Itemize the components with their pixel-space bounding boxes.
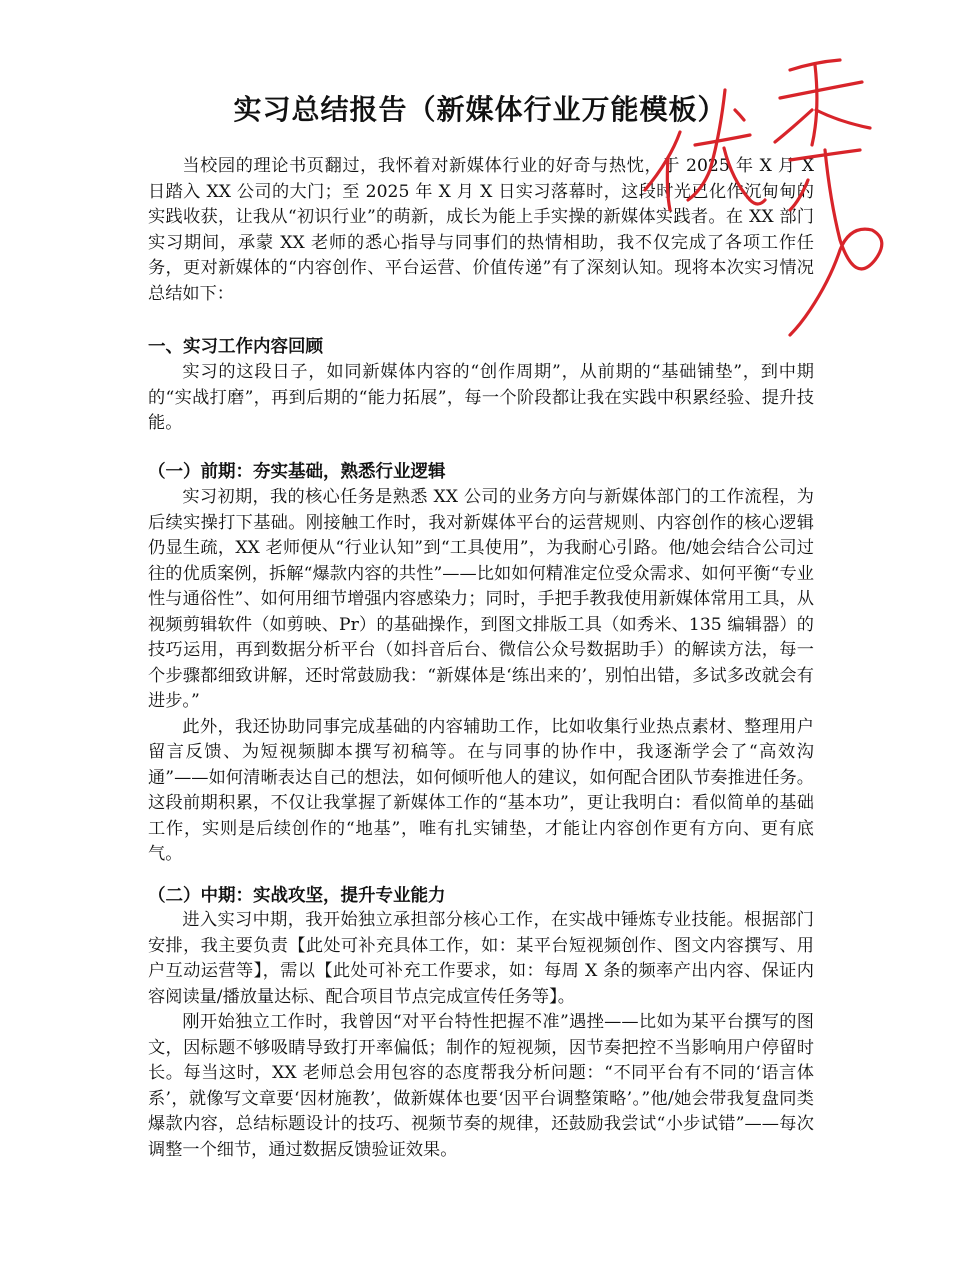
subsection-1-heading: （一）前期：夯实基础，熟悉行业逻辑 — [148, 462, 446, 482]
intro-paragraph: 当校园的理论书页翻过，我怀着对新媒体行业的好奇与热忱，于 2025 年 X 月 X 日踏入 XX 公司的大门；至 2025 年 X 月 X 日实习落幕时，这段时光已化作沉甸甸的实践收获，让我从“初识行业”的萌新，成长为能上手实操的新媒体实践者。在 XX 部门实习期间，承蒙 XX 老师的悉心指导与同事们的热情相助，我不仅完成了各项工作任务，更对新媒体的“内容创作、平台运营、价值传递”有了深刻认知。现将本次实习情况总结如下： — [148, 156, 814, 304]
subsection-1-body — [148, 485, 814, 868]
document-title: 实习总结报告（新媒体行业万能模板） — [233, 93, 727, 126]
section-1-heading: 一、实习工作内容回顾 — [148, 337, 323, 357]
subsection-2-paragraph-2: 刚开始独立工作时，我曾因“对平台特性把握不准”遇挫——比如为某平台撰写的图文，因标题不够吸睛导致打开率偏低；制作的短视频，因节奏把控不当影响用户停留时长。每当这时，XX 老师总会用包容的态度帮我分析问题：“不同平台有不同的‘语言体系’，就像写文章要‘因材施教’，做新媒体也要‘因平台调整策略’。”他/她会带我复盘同类爆款内容，总结标题设计的技巧、视频节奏的规律，还鼓励我尝试“小步试错”——每次调整一个细节，通过数据反馈验证效果。 — [148, 1012, 814, 1160]
section-1-paragraph: 实习的这段日子，如同新媒体内容的“创作周期”，从前期的“基础铺垫”，到中期的“实战打磨”，再到后期的“能力拓展”，每一个阶段都让我在实践中积累经验、提升技能。 — [148, 362, 814, 433]
handwritten-signature — [640, 50, 900, 350]
subsection-1-paragraph-2: 此外，我还协助同事完成基础的内容辅助工作，比如收集行业热点素材、整理用户留言反馈、为短视频脚本撰写初稿等。在与同事的协作中，我逐渐学会了“高效沟通”——如何清晰表达自己的想法，如何倾听他人的建议，如何配合团队节奏推进任务。这段前期积累，不仅让我掌握了新媒体工作的“基本功”，更让我明白：看似简单的基础工作，实则是后续创作的“地基”，唯有扎实铺垫，才能让内容创作更有方向、更有底气。 — [148, 716, 814, 864]
section-1-body — [148, 360, 814, 437]
subsection-2-heading: （二）中期：实战攻坚，提升专业能力 — [148, 886, 446, 906]
subsection-2-body — [148, 908, 814, 1163]
subsection-2-paragraph-1: 进入实习中期，我开始独立承担部分核心工作，在实战中锤炼专业技能。根据部门安排，我主要负责【此处可补充具体工作，如：某平台短视频创作、图文内容撰写、用户互动运营等】，需以【此处可补充工作要求，如：每周 X 条的频率产出内容、保证内容阅读量/播放量达标、配合项目节点完成宣传任务等】。 — [148, 910, 814, 1007]
subsection-1-paragraph-1: 实习初期，我的核心任务是熟悉 XX 公司的业务方向与新媒体部门的工作流程，为后续实操打下基础。刚接触工作时，我对新媒体平台的运营规则、内容创作的核心逻辑仍显生疏，XX 老师便从“行业认知”到“工具使用”，为我耐心引路。他/她会结合公司过往的优质案例，拆解“爆款内容的共性”——比如如何精准定位受众需求、如何平衡“专业性与通俗性”、如何用细节增强内容感染力；同时，手把手教我使用新媒体常用工具，从视频剪辑软件（如剪映、Pr）的基础操作，到图文排版工具（如秀米、135 编辑器）的技巧运用，再到数据分析平台（如抖音后台、微信公众号数据助手）的解读方法，每一个步骤都细致讲解，还时常鼓励我：“新媒体是‘练出来的’，别怕出错，多试多改就会有进步。” — [148, 487, 814, 711]
